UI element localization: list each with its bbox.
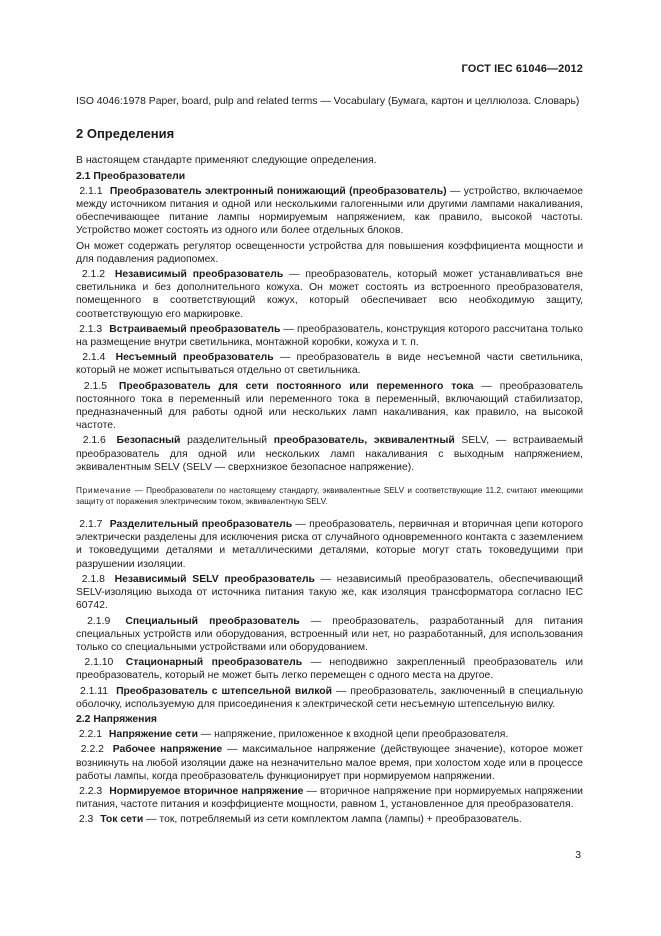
definition-text: SELV, — встраиваемый преобразователь для одной или нескольких ламп накаливания с выходным напряжением, эквивалентным SELV (SELV — сверхнизкое безопасное напряжение).: [76, 435, 584, 473]
term: Преобразователь для сети постоянного или переменного тока: [118, 380, 474, 392]
term: Напряжение сети: [108, 729, 198, 741]
term: Рабочее напряжение: [112, 744, 223, 756]
definition-2-1-8: [76, 573, 583, 613]
clause-number: 2.1.5: [83, 380, 107, 392]
clause-number: 2.1.2: [81, 269, 105, 281]
definition-text: — неподвижно закрепленный преобразователь или преобразователь, который не может быть легко перемещен с одного места на другое.: [76, 657, 583, 682]
definition-text: — независимый преобразователь, обеспечивающий SELV-изоляцию выхода от источника питания такую же, как изоляция трансформатора согласно IEC 60742.: [76, 573, 583, 612]
clause-number: 2.2.1: [78, 729, 103, 741]
term: Специальный преобразователь: [125, 615, 300, 627]
clause-number: 2.1.8: [81, 573, 105, 585]
definition-2-2-3: [76, 785, 583, 811]
note-label: Примечание: [76, 486, 132, 496]
term: Несъемный преобразователь: [115, 352, 274, 364]
clause-number: 2.3: [78, 814, 94, 826]
definition-2-1-2: [76, 268, 583, 321]
clause-number: 2.1.4: [82, 352, 106, 364]
definition-text: — вторичное напряжение при нормируемых напряжении питания, частоте питания и коэффициенте мощности, равном 1, установленное для преобразователя.: [76, 785, 583, 811]
note-text: — Преобразователи по настоящему стандарту, эквивалентные SELV и соответствующие 11.2, считают имеющими защиту от поражения электрическим током, эквивалентную SELV.: [76, 486, 583, 507]
page-content: [76, 95, 583, 827]
definition-text: — максимальное напряжение (действующее значение), которое может возникнуть на любой изоляции даже на незначительно малое время, при холостом ходе или в процессе работы лампы, когда преобразователь функционирует при нормируемом напряжении.: [76, 744, 583, 782]
definition-2-2-1: [76, 728, 583, 741]
definition-2-1-11: [76, 685, 583, 711]
definition-text: — преобразователь, разработанный для питания специальных устройств или оборудования, встроенный или нет, но разработанный, для использования только со специальными устройствами или оборудованием.: [76, 615, 584, 653]
note: [76, 485, 583, 507]
term: Стационарный преобразователь: [125, 657, 303, 669]
clause-number: 2.1.11: [79, 685, 109, 697]
term: Ток сети: [100, 814, 144, 826]
clause-number: 2.2.2: [80, 744, 104, 756]
definition-text: — преобразователь в виде несъемной части светильника, который не может испытываться отдельно от светильника.: [76, 352, 584, 377]
term: преобразователь, эквивалентный: [273, 435, 455, 447]
section-intro: В настоящем стандарте применяют следующие определения.: [76, 155, 377, 167]
term: Безопасный: [116, 435, 181, 447]
definition-text: — преобразователь, конструкция которого рассчитана только на размещение внутри светильника, монтажной коробки, кожуха и т. п.: [76, 323, 583, 349]
definition-2-3: [76, 813, 583, 826]
definition-2-1-6: [76, 434, 583, 474]
term: Нормируемое вторичное напряжение: [109, 785, 304, 797]
clause-number: 2.1.1: [79, 185, 103, 197]
definition-2-1-3: [76, 323, 583, 349]
definition-2-1-1-continued: Он может содержать регулятор освещенности устройства для повышения коэффициента мощности и для подавления радиопомех.: [76, 240, 583, 265]
definition-2-1-7: [76, 518, 583, 571]
clause-number: 2.1.10: [84, 657, 114, 669]
definition-2-1-1: [76, 185, 583, 238]
clause-number: 2.2.3: [79, 785, 103, 797]
definition-text: — преобразователь, который может устанавливаться вне светильника и без дополнительного кожуха. Он может состоять из встроенного преобразователя, помещенного в соответствующий кожух, который обеспечивает всю необходимую защиту, соответствующую его маркировке.: [76, 269, 583, 320]
definition-text: — устройство, включаемое между источником питания и одной или несколькими галогенными или другими лампами накаливания, обеспечивающее питание лампы нормируемым напряжением, как правило, высокой частоты. Устройство может состоять из одного или более отдельных блоков.: [76, 185, 583, 237]
subsection-2-2-title: 2.2 Напряжения: [76, 713, 157, 725]
definition-2-2-2: [76, 743, 583, 783]
definition-text: — ток, потребляемый из сети комплектом лампа (лампы) + преобразователь.: [143, 814, 522, 826]
term: Независимый преобразователь: [114, 269, 284, 281]
definition-2-1-9: [76, 615, 583, 655]
definition-2-1-10: [76, 656, 583, 682]
clause-number: 2.1.3: [79, 323, 103, 335]
standard-header: ГОСТ IEC 61046—2012: [461, 63, 583, 75]
subsection-2-1-title: 2.1 Преобразователи: [76, 170, 186, 182]
reference-iso-4046: ISO 4046:1978 Paper, board, pulp and related terms — Vocabulary (Бумага, картон и целлюлоза. Словарь): [76, 96, 580, 107]
section-title: 2 Определения: [76, 126, 175, 142]
term: Преобразователь электронный понижающий (преобразователь): [109, 185, 447, 197]
definition-2-1-5: [76, 380, 583, 433]
definition-2-1-4: [76, 351, 583, 377]
term: Разделительный преобразователь: [109, 519, 293, 531]
clause-number: 2.1.6: [82, 435, 106, 447]
clause-number: 2.1.9: [87, 615, 111, 627]
term: Независимый SELV преобразователь: [114, 573, 315, 585]
definition-text: — напряжение, приложенное к входной цепи преобразователя.: [197, 729, 509, 741]
term-middle: разделительный: [180, 435, 274, 447]
term: Встраиваемый преобразователь: [109, 323, 281, 335]
term: Преобразователь с штепсельной вилкой: [116, 685, 333, 697]
definition-text: — преобразователь, заключенный в специальную оболочку, используемую для присоединения к электрической сети несъемную штепсельную вилку.: [76, 685, 584, 710]
clause-number: 2.1.7: [79, 519, 103, 531]
page-number: 3: [575, 850, 581, 861]
definition-text: — преобразователь постоянного тока в переменный или переменного тока в переменный, включающий стабилизатор, предназначенный для работы одной или нескольких ламп накаливания, как правило, на высокой частоте.: [76, 380, 583, 432]
definition-text: — преобразователь, первичная и вторичная цепи которого электрически разделены для исключения риска от случайного одновременного контакта с заземлением и токоведущими деталями и металлическими деталями, которые могут стать токоведущими при разрушении изоляции.: [76, 519, 583, 570]
